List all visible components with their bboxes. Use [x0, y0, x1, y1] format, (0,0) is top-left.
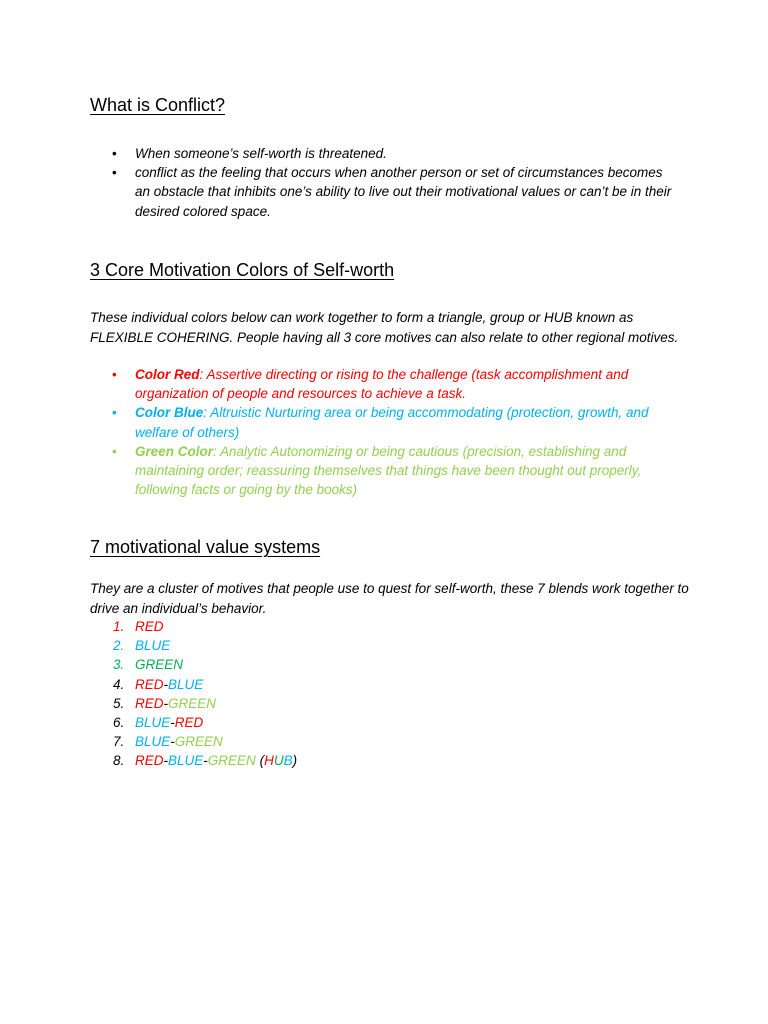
word-blue: BLUE [135, 734, 171, 750]
bullet-icon: • [112, 405, 117, 421]
list-item-color-red [90, 365, 675, 403]
list-item [90, 732, 675, 751]
core-colors-intro: These individual colors below can work together to form a triangle, group or HUB known as FLEXIBLE COHERING. People having all 3 core motives can also relate to other regional motives. [90, 310, 679, 345]
hub-close-paren: ) [292, 753, 298, 769]
list-number: 7. [113, 734, 125, 750]
word-red: RED [135, 753, 164, 769]
list-item-color-green [90, 442, 675, 500]
color-blue-description: : Altruistic Nurturing area or being accommodating (protection, growth, and welfare of others) [135, 405, 649, 440]
list-item-color-blue [90, 403, 675, 441]
word-red: RED [135, 676, 164, 692]
list-item [90, 163, 675, 221]
heading-core-motivation-colors: 3 Core Motivation Colors of Self-worth [90, 260, 395, 280]
conflict-definition-list [90, 144, 675, 221]
word-blue: BLUE [135, 638, 171, 654]
list-item [90, 655, 675, 674]
bullet-icon: • [112, 443, 117, 459]
bullet-icon: • [112, 146, 117, 161]
word-dash: - [163, 695, 169, 711]
list-number: 8. [113, 753, 125, 769]
word-red: RED [174, 715, 204, 731]
word-dash: - [170, 715, 175, 731]
word-blue: BLUE [168, 676, 204, 692]
word-dash: - [203, 753, 208, 769]
list-item [90, 617, 675, 636]
word-dash: - [170, 734, 175, 750]
color-red-description: : Assertive directing or rising to the challenge (task accomplishment and organization of people and resources to achieve a task. [135, 367, 629, 402]
word-dash: - [163, 676, 169, 692]
core-colors-list [90, 365, 675, 499]
list-item-text: When someone’s self-worth is threatened. [135, 146, 387, 161]
value-systems-intro: They are a cluster of motives that people use to quest for self-worth, these 7 blends work together to drive an individual’s behavior. [90, 581, 689, 616]
color-blue-label: Color Blue [135, 405, 204, 421]
word-green: GREEN [174, 734, 223, 750]
list-number: 4. [113, 676, 125, 692]
bullet-icon: • [112, 165, 117, 181]
word-green: GREEN [207, 753, 256, 769]
list-number: 5. [113, 695, 125, 711]
word-green: GREEN [168, 695, 217, 711]
word-blue: BLUE [168, 753, 204, 769]
list-number: 3. [113, 657, 125, 673]
word-red: RED [135, 695, 164, 711]
hub-letter-u: U [273, 753, 284, 769]
word-dash: - [163, 753, 169, 769]
heading-what-is-conflict: What is Conflict? [90, 95, 226, 115]
list-item [90, 751, 675, 770]
list-item-text: conflict as the feeling that occurs when another person or set of circumstances becomes an obstacle that inhibits one’s ability to live out their motivational values or can’t be in their desired colored space. [135, 165, 672, 219]
hub-letter-b: B [283, 753, 293, 769]
value-systems-list [90, 617, 675, 771]
color-green-label: Green Color [135, 443, 214, 459]
list-number: 2. [113, 638, 125, 654]
color-green-description: : Analytic Autonomizing or being cautious (precision, establishing and maintaining order; reassuring themselves that things have been thought out properly, following facts or going by the books) [135, 443, 642, 498]
list-item [90, 675, 675, 694]
list-item [90, 636, 675, 655]
list-item [90, 694, 675, 713]
word-blue: BLUE [135, 715, 171, 731]
list-item [90, 713, 675, 732]
list-number: 1. [113, 619, 125, 634]
heading-motivational-value-systems: 7 motivational value systems [90, 537, 321, 557]
bullet-icon: • [112, 367, 117, 382]
word-green: GREEN [135, 657, 184, 673]
list-item [90, 144, 675, 163]
word-red: RED [135, 619, 164, 634]
color-red-label: Color Red [135, 367, 200, 382]
list-number: 6. [113, 715, 125, 731]
hub-open-paren: ( [259, 753, 265, 769]
hub-letter-h: H [264, 753, 274, 769]
